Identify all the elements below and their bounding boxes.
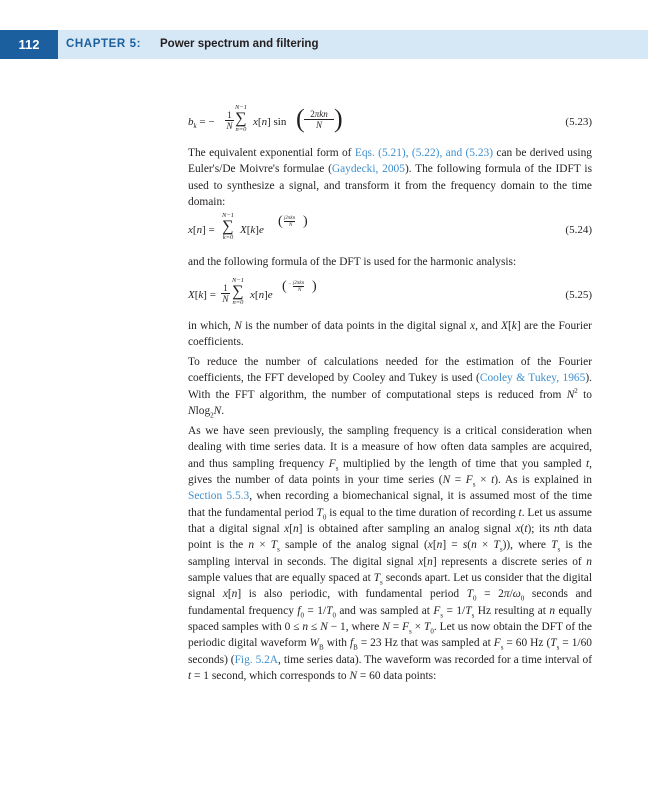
paragraph-exponential-form: The equivalent exponential form of Eqs. (5.21), (5.22), and (5.23) can be derived using Euler's/De Moivre's formulae (Gaydecki, 2005). The following formula of the IDFT is used to synthesize a signal, and transform it from the frequency domain to the time domain: <box>188 147 592 209</box>
equation-5-25: X[k] = $\frac{1}{N}$ N−1 ∑ n=0 x[n]e ( − j2πkn N ) (5.25) <box>188 277 592 306</box>
paragraph-dft-intro: and the following formula of the DFT is used for the harmonic analysis: <box>188 256 517 268</box>
section-reference-link[interactable]: Section 5.5.3 <box>188 490 250 503</box>
equation-number: (5.24) <box>565 224 592 236</box>
chapter-label: CHAPTER 5: <box>66 38 142 50</box>
equation-5-23: $b_k$ = − $\frac{1}{N}$ N−1 ∑ n=0 x[n] sin ( 2πkn N ) (5.23) <box>188 104 592 133</box>
paragraph-sampling-frequency: As we have seen previously, the sampling frequency is a critical consideration when dealing with time series data. It is a measure of how often data samples are acquired, and thus sampling frequency $F_s$ multiplied by the length of time that you sampled t, gives the number of data points in your time series $(N = F_s \times t)$. As is explained in Section 5.5.3, when recording a biomechanical signal, it is assumed most of the time that the fundamental period $T_0$ is equal to the time duration of recording t. Let us assume that a digital signal x[n] is obtained after sampling an analog signal x(t); its nth data point is the $n \times T_s$ sample of the analog signal $(x[n] = s(n \times T_s))$, where $T_s$ is the sampling interval in seconds. The digital signal x[n] represents a discrete series of n sample values that are equally spaced at $T_s$ seconds apart. Let us consider that the digital signal x[n] is also periodic, with fundamental period $T_0 = 2\pi/\omega_0$ seconds and fundamental frequency $f_0 = 1/T_0$ and was sampled at $F_s = 1/T_s$ Hz resulting at n equally spaced samples with 0 ≤ n ≤ N − 1, where $N = F_s \times T_0$. Let us now obtain the DFT of the periodic digital waveform $W_B$ with $f_B = 23$ Hz that was sampled at $F_s = 60$ Hz ($T_s = 1/60$ seconds) (Fig. 5.2A, time series data). The waveform was recorded for a time interval of t = 1 second, which corresponds to N = 60 data points: <box>188 425 593 683</box>
figure-reference-link[interactable]: Fig. 5.2A <box>234 653 279 666</box>
citation-cooley-link[interactable]: Cooley & Tukey, 1965 <box>479 372 586 385</box>
citation-gaydecki-link[interactable]: Gaydecki, 2005 <box>331 163 405 176</box>
equation-5-24: x[n] = N−1 ∑ k=0 X[k]e ( j2πkn N ) (5.24) <box>188 212 592 241</box>
paragraph-fft: To reduce the number of calculations needed for the estimation of the Fourier coefficients, the FFT developed by Cooley and Tukey is used (Cooley & Tukey, 1965). With the FFT algorithm, the number of computational steps is reduced from $N^2$ to Nlog$_2$N. <box>188 356 592 420</box>
equation-reference-link[interactable]: Eqs. (5.21), (5.22), and (5.23) <box>354 147 494 159</box>
running-header <box>0 30 648 59</box>
page-number: 112 <box>0 30 58 59</box>
paragraph-definitions: in which, N is the number of data points in the digital signal x, and X[k] are the Fourier coefficients. <box>188 320 592 349</box>
equation-number: (5.25) <box>565 289 592 301</box>
equation-number: (5.23) <box>565 116 592 128</box>
chapter-title: Power spectrum and filtering <box>160 38 319 50</box>
